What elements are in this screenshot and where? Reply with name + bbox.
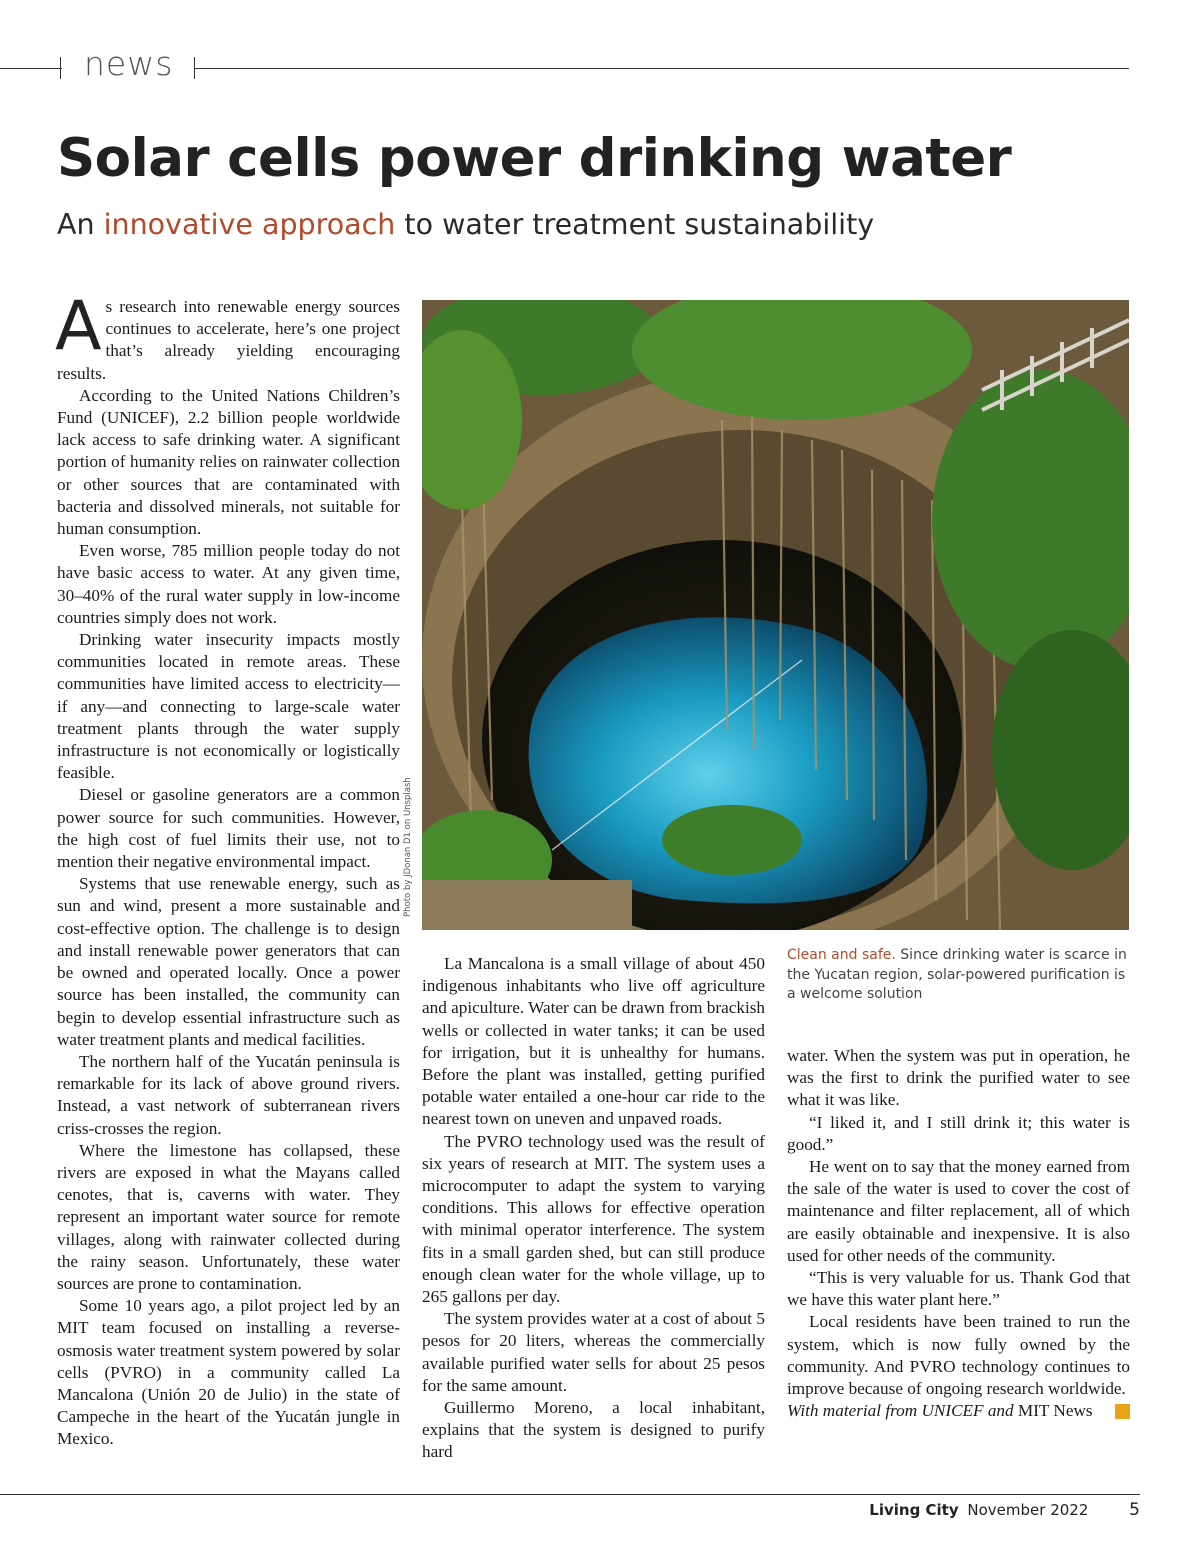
paragraph: Drinking water insecurity impacts mostly communities located in remote areas. These communities have limited access to electricity—if any—and connecting to large-scale water treatment plants through the water supply infrastructure is not economically or logistically feasible. <box>57 630 400 783</box>
article-column-2 <box>422 953 765 1464</box>
credit-italic: With material from UNICEF and <box>787 1401 1014 1421</box>
drop-cap: A <box>55 287 102 366</box>
paragraph: water. When the system was put in operation, he was the first to drink the purified water to see what it was like. <box>787 1046 1130 1110</box>
footer-rule <box>0 1494 1140 1495</box>
paragraph: According to the United Nations Children’s Fund (UNICEF), 2.2 billion people worldwide lack access to safe drinking water. A significant portion of humanity relies on rainwater collection or other sources that are contaminated with bacteria and dissolved minerals, not suitable for human consumption. <box>57 385 400 539</box>
credit-plain: MIT News <box>1013 1401 1093 1421</box>
paragraph: Local residents have been trained to run the system, which is now fully owned by the community. And PVRO technology continues to improve because of ongoing research worldwide. LC <box>787 1311 1130 1400</box>
deck-accent: innovative approach <box>103 208 396 241</box>
paragraph: The system provides water at a cost of about 5 pesos for 20 liters, whereas the commercially available purified water sells for about 25 pesos for the same amount. <box>422 1309 765 1395</box>
section-label: news <box>84 44 174 83</box>
page-number: 5 <box>1129 1500 1140 1520</box>
deck-pre: An <box>57 208 104 241</box>
caption-text: Since drinking water is scarce in the Yucatan region, solar-powered purification is a welcome solution <box>787 947 1127 1002</box>
header-rule-left <box>0 68 62 69</box>
article-title: Solar cells power drinking water <box>57 128 1012 189</box>
photo-caption <box>787 946 1127 1005</box>
paragraph: The northern half of the Yucatán peninsula is remarkable for its lack of above ground rivers. Instead, a vast network of subterranean rivers criss-crosses the region. <box>57 1051 400 1138</box>
paragraph: As research into renewable energy sources continues to accelerate, here’s one project that’s already yielding encouraging results. <box>55 287 400 383</box>
cenote-illustration <box>422 300 1129 930</box>
header-tick-left <box>60 57 61 79</box>
paragraph: Some 10 years ago, a pilot project led by an MIT team focused on installing a reverse-osmosis water treatment system powered by solar cells (PVRO) in a community called La Mancalona (Unión 20 de Julio) in the state of Campeche in the heart of the Yucatán jungle in Mexico. <box>57 1296 400 1449</box>
photo-credit: Photo by JDonan D1 on Unsplash <box>403 777 413 917</box>
paragraph: The PVRO technology used was the result of six years of research at MIT. The system uses a microcomputer to adapt the system to varying conditions. This allows for effective operation with minimal operator interference. The system fits in a small garden shed, but can still produce enough clean water for the whole village, up to 265 gallons per day. <box>422 1131 765 1307</box>
end-mark-icon: LC <box>1115 1404 1130 1419</box>
paragraph: Where the limestone has collapsed, these rivers are exposed in what the Mayans called cenotes, that is, caverns with water. They represent an important water source for remote villages, along with rainwater collected during the rainy season. Unfortunately, these water sources are prone to contamination. <box>57 1140 400 1293</box>
paragraph: La Mancalona is a small village of about 450 indigenous inhabitants who live off agriculture and apiculture. Water can be drawn from brackish wells or collected in water tanks; it can be used for irrigation, but it is unhealthy for humans. Before the plant was installed, getting purified potable water entailed a one-hour car ride to the nearest town on uneven and unpaved roads. <box>422 954 765 1129</box>
deck-post: to water treatment sustainability <box>395 208 875 241</box>
article-deck <box>57 208 874 241</box>
paragraph: Systems that use renewable energy, such as sun and wind, present a more sustainable and cost-effective option. The challenge is to design and install renewable power generators that can be owned and operated locally. Once a power source has been installed, the community can begin to develop essential infrastructure such as water treatment plants and medical facilities. <box>57 874 400 1049</box>
cenote-photo <box>422 300 1129 930</box>
paragraph: Guillermo Moreno, a local inhabitant, explains that the system is designed to purify hard <box>422 1398 765 1462</box>
paragraph: Diesel or gasoline generators are a common power source for such communities. However, the high cost of fuel limits their use, not to mention their negative environmental impact. <box>57 785 400 872</box>
header-rule-right <box>194 68 1129 69</box>
source-credit <box>787 1400 1130 1422</box>
paragraph: He went on to say that the money earned from the sale of the water is used to cover the cost of maintenance and filter replacement, all of which are easily obtainable and inexpensive. It is also used for other needs of the community. <box>787 1157 1130 1265</box>
article-column-3 <box>787 1045 1149 1422</box>
caption-lead: Clean and safe. <box>787 947 896 963</box>
paragraph: Even worse, 785 million people today do not have basic access to water. At any given time, 30–40% of the rural water supply in low-income countries simply does not work. <box>57 541 400 627</box>
paragraph: “This is very valuable for us. Thank God that we have this water plant here.” <box>787 1268 1130 1310</box>
magazine-name: Living City <box>869 1501 959 1519</box>
paragraph: “I liked it, and I still drink it; this water is good.” <box>787 1112 1130 1154</box>
page-footer <box>869 1500 1140 1520</box>
article-column-1 <box>55 287 400 1451</box>
issue-date: November 2022 <box>967 1501 1089 1519</box>
